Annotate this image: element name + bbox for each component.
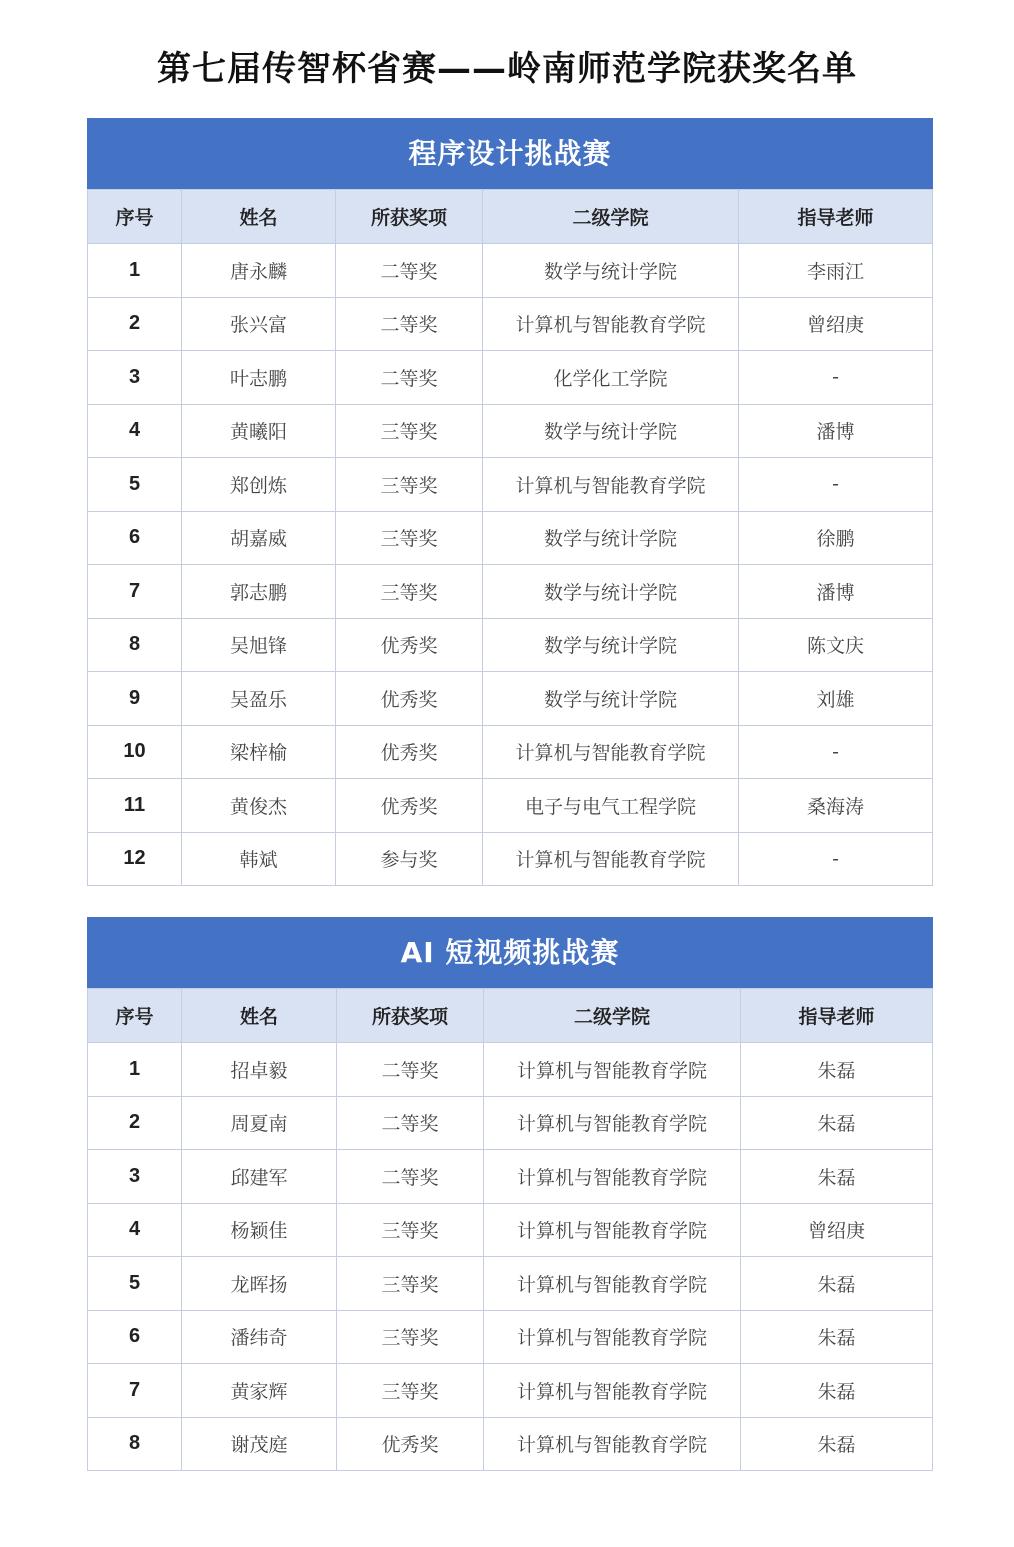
table-row bbox=[88, 779, 933, 833]
cell-advisor: 朱磊 bbox=[741, 1150, 933, 1204]
cell-award: 三等奖 bbox=[337, 1257, 484, 1311]
cell-college: 数学与统计学院 bbox=[483, 565, 739, 619]
cell-index: 4 bbox=[88, 404, 182, 458]
cell-index: 6 bbox=[88, 1310, 182, 1364]
cell-college: 数学与统计学院 bbox=[483, 244, 739, 298]
cell-index: 8 bbox=[88, 618, 182, 672]
table-row bbox=[88, 297, 933, 351]
cell-index: 2 bbox=[88, 297, 182, 351]
cell-advisor: 朱磊 bbox=[741, 1257, 933, 1311]
cell-award: 二等奖 bbox=[337, 1150, 484, 1204]
cell-college: 计算机与智能教育学院 bbox=[484, 1203, 741, 1257]
cell-index: 7 bbox=[88, 1364, 182, 1418]
cell-student-name: 唐永麟 bbox=[182, 244, 336, 298]
cell-student-name: 杨颖佳 bbox=[182, 1203, 337, 1257]
cell-student-name: 梁梓榆 bbox=[182, 725, 336, 779]
cell-advisor: - bbox=[739, 725, 933, 779]
cell-index: 5 bbox=[88, 458, 182, 512]
cell-advisor: - bbox=[739, 458, 933, 512]
cell-student-name: 郭志鹏 bbox=[182, 565, 336, 619]
table-row bbox=[88, 1043, 933, 1097]
header-name: 姓名 bbox=[182, 190, 336, 244]
cell-advisor: 朱磊 bbox=[741, 1310, 933, 1364]
cell-award: 二等奖 bbox=[336, 297, 483, 351]
cell-college: 数学与统计学院 bbox=[483, 618, 739, 672]
cell-advisor: 曾绍庚 bbox=[739, 297, 933, 351]
cell-college: 计算机与智能教育学院 bbox=[484, 1096, 741, 1150]
cell-student-name: 邱建军 bbox=[182, 1150, 337, 1204]
cell-award: 三等奖 bbox=[337, 1310, 484, 1364]
cell-student-name: 吴旭锋 bbox=[182, 618, 336, 672]
header-advisor: 指导老师 bbox=[739, 190, 933, 244]
cell-award: 三等奖 bbox=[336, 511, 483, 565]
header-row bbox=[88, 989, 933, 1043]
cell-award: 二等奖 bbox=[337, 1096, 484, 1150]
cell-index: 7 bbox=[88, 565, 182, 619]
cell-student-name: 胡嘉威 bbox=[182, 511, 336, 565]
cell-index: 11 bbox=[88, 779, 182, 833]
cell-college: 计算机与智能教育学院 bbox=[484, 1257, 741, 1311]
header-award: 所获奖项 bbox=[337, 989, 484, 1043]
cell-student-name: 吴盈乐 bbox=[182, 672, 336, 726]
cell-student-name: 潘纬奇 bbox=[182, 1310, 337, 1364]
cell-advisor: 朱磊 bbox=[741, 1096, 933, 1150]
cell-award: 优秀奖 bbox=[336, 725, 483, 779]
cell-index: 10 bbox=[88, 725, 182, 779]
cell-award: 优秀奖 bbox=[336, 779, 483, 833]
cell-college: 计算机与智能教育学院 bbox=[483, 832, 739, 886]
cell-advisor: 朱磊 bbox=[741, 1364, 933, 1418]
cell-index: 1 bbox=[88, 1043, 182, 1097]
cell-student-name: 叶志鹏 bbox=[182, 351, 336, 405]
table-row bbox=[88, 1257, 933, 1311]
cell-college: 计算机与智能教育学院 bbox=[484, 1364, 741, 1418]
cell-college: 计算机与智能教育学院 bbox=[484, 1043, 741, 1097]
cell-index: 6 bbox=[88, 511, 182, 565]
cell-award: 三等奖 bbox=[336, 404, 483, 458]
cell-advisor: 朱磊 bbox=[741, 1043, 933, 1097]
cell-student-name: 张兴富 bbox=[182, 297, 336, 351]
cell-award: 三等奖 bbox=[337, 1364, 484, 1418]
cell-student-name: 周夏南 bbox=[182, 1096, 337, 1150]
table-row bbox=[88, 244, 933, 298]
programming-challenge-table bbox=[87, 118, 933, 886]
cell-student-name: 韩斌 bbox=[182, 832, 336, 886]
cell-award: 优秀奖 bbox=[336, 672, 483, 726]
cell-advisor: 刘雄 bbox=[739, 672, 933, 726]
header-award: 所获奖项 bbox=[336, 190, 483, 244]
table-row bbox=[88, 404, 933, 458]
cell-advisor: 李雨江 bbox=[739, 244, 933, 298]
cell-advisor: - bbox=[739, 351, 933, 405]
cell-advisor: 朱磊 bbox=[741, 1417, 933, 1471]
table-row bbox=[88, 351, 933, 405]
header-college: 二级学院 bbox=[483, 190, 739, 244]
ai-video-challenge-table bbox=[87, 917, 933, 1471]
table-row bbox=[88, 1364, 933, 1418]
cell-student-name: 招卓毅 bbox=[182, 1043, 337, 1097]
cell-student-name: 黄曦阳 bbox=[182, 404, 336, 458]
table-caption: 程序设计挑战赛 bbox=[87, 118, 933, 189]
cell-college: 计算机与智能教育学院 bbox=[483, 458, 739, 512]
cell-award: 参与奖 bbox=[336, 832, 483, 886]
cell-award: 三等奖 bbox=[336, 458, 483, 512]
table-row bbox=[88, 1310, 933, 1364]
cell-index: 3 bbox=[88, 351, 182, 405]
header-advisor: 指导老师 bbox=[741, 989, 933, 1043]
cell-student-name: 郑创炼 bbox=[182, 458, 336, 512]
cell-college: 计算机与智能教育学院 bbox=[484, 1417, 741, 1471]
table-row bbox=[88, 672, 933, 726]
cell-advisor: 陈文庆 bbox=[739, 618, 933, 672]
cell-award: 二等奖 bbox=[337, 1043, 484, 1097]
header-row bbox=[88, 190, 933, 244]
cell-college: 数学与统计学院 bbox=[483, 672, 739, 726]
table-row bbox=[88, 565, 933, 619]
cell-index: 1 bbox=[88, 244, 182, 298]
cell-college: 化学化工学院 bbox=[483, 351, 739, 405]
cell-advisor: 曾绍庚 bbox=[741, 1203, 933, 1257]
header-index: 序号 bbox=[88, 190, 182, 244]
header-index: 序号 bbox=[88, 989, 182, 1043]
cell-index: 9 bbox=[88, 672, 182, 726]
header-name: 姓名 bbox=[182, 989, 337, 1043]
table-row bbox=[88, 1417, 933, 1471]
table-row bbox=[88, 458, 933, 512]
cell-index: 5 bbox=[88, 1257, 182, 1311]
cell-college: 计算机与智能教育学院 bbox=[484, 1150, 741, 1204]
cell-index: 8 bbox=[88, 1417, 182, 1471]
cell-college: 电子与电气工程学院 bbox=[483, 779, 739, 833]
table-row bbox=[88, 832, 933, 886]
cell-award: 优秀奖 bbox=[337, 1417, 484, 1471]
table-row bbox=[88, 725, 933, 779]
cell-advisor: 桑海涛 bbox=[739, 779, 933, 833]
cell-award: 三等奖 bbox=[336, 565, 483, 619]
cell-index: 12 bbox=[88, 832, 182, 886]
cell-advisor: 潘博 bbox=[739, 565, 933, 619]
cell-index: 2 bbox=[88, 1096, 182, 1150]
cell-index: 4 bbox=[88, 1203, 182, 1257]
cell-award: 二等奖 bbox=[336, 244, 483, 298]
cell-college: 计算机与智能教育学院 bbox=[484, 1310, 741, 1364]
table-row bbox=[88, 1096, 933, 1150]
table-caption: AI 短视频挑战赛 bbox=[87, 917, 933, 988]
cell-award: 二等奖 bbox=[336, 351, 483, 405]
cell-college: 数学与统计学院 bbox=[483, 511, 739, 565]
cell-advisor: - bbox=[739, 832, 933, 886]
table-body bbox=[88, 1043, 933, 1471]
table-row bbox=[88, 511, 933, 565]
cell-student-name: 黄家辉 bbox=[182, 1364, 337, 1418]
cell-student-name: 龙晖扬 bbox=[182, 1257, 337, 1311]
cell-college: 计算机与智能教育学院 bbox=[483, 297, 739, 351]
cell-college: 计算机与智能教育学院 bbox=[483, 725, 739, 779]
cell-college: 数学与统计学院 bbox=[483, 404, 739, 458]
cell-award: 优秀奖 bbox=[336, 618, 483, 672]
table-row bbox=[88, 1203, 933, 1257]
table-body bbox=[88, 244, 933, 886]
cell-student-name: 黄俊杰 bbox=[182, 779, 336, 833]
table-row bbox=[88, 618, 933, 672]
cell-award: 三等奖 bbox=[337, 1203, 484, 1257]
page-title: 第七届传智杯省赛——岭南师范学院获奖名单 bbox=[157, 49, 857, 89]
table-row bbox=[88, 1150, 933, 1204]
cell-advisor: 潘博 bbox=[739, 404, 933, 458]
cell-student-name: 谢茂庭 bbox=[182, 1417, 337, 1471]
cell-index: 3 bbox=[88, 1150, 182, 1204]
cell-advisor: 徐鹏 bbox=[739, 511, 933, 565]
header-college: 二级学院 bbox=[484, 989, 741, 1043]
